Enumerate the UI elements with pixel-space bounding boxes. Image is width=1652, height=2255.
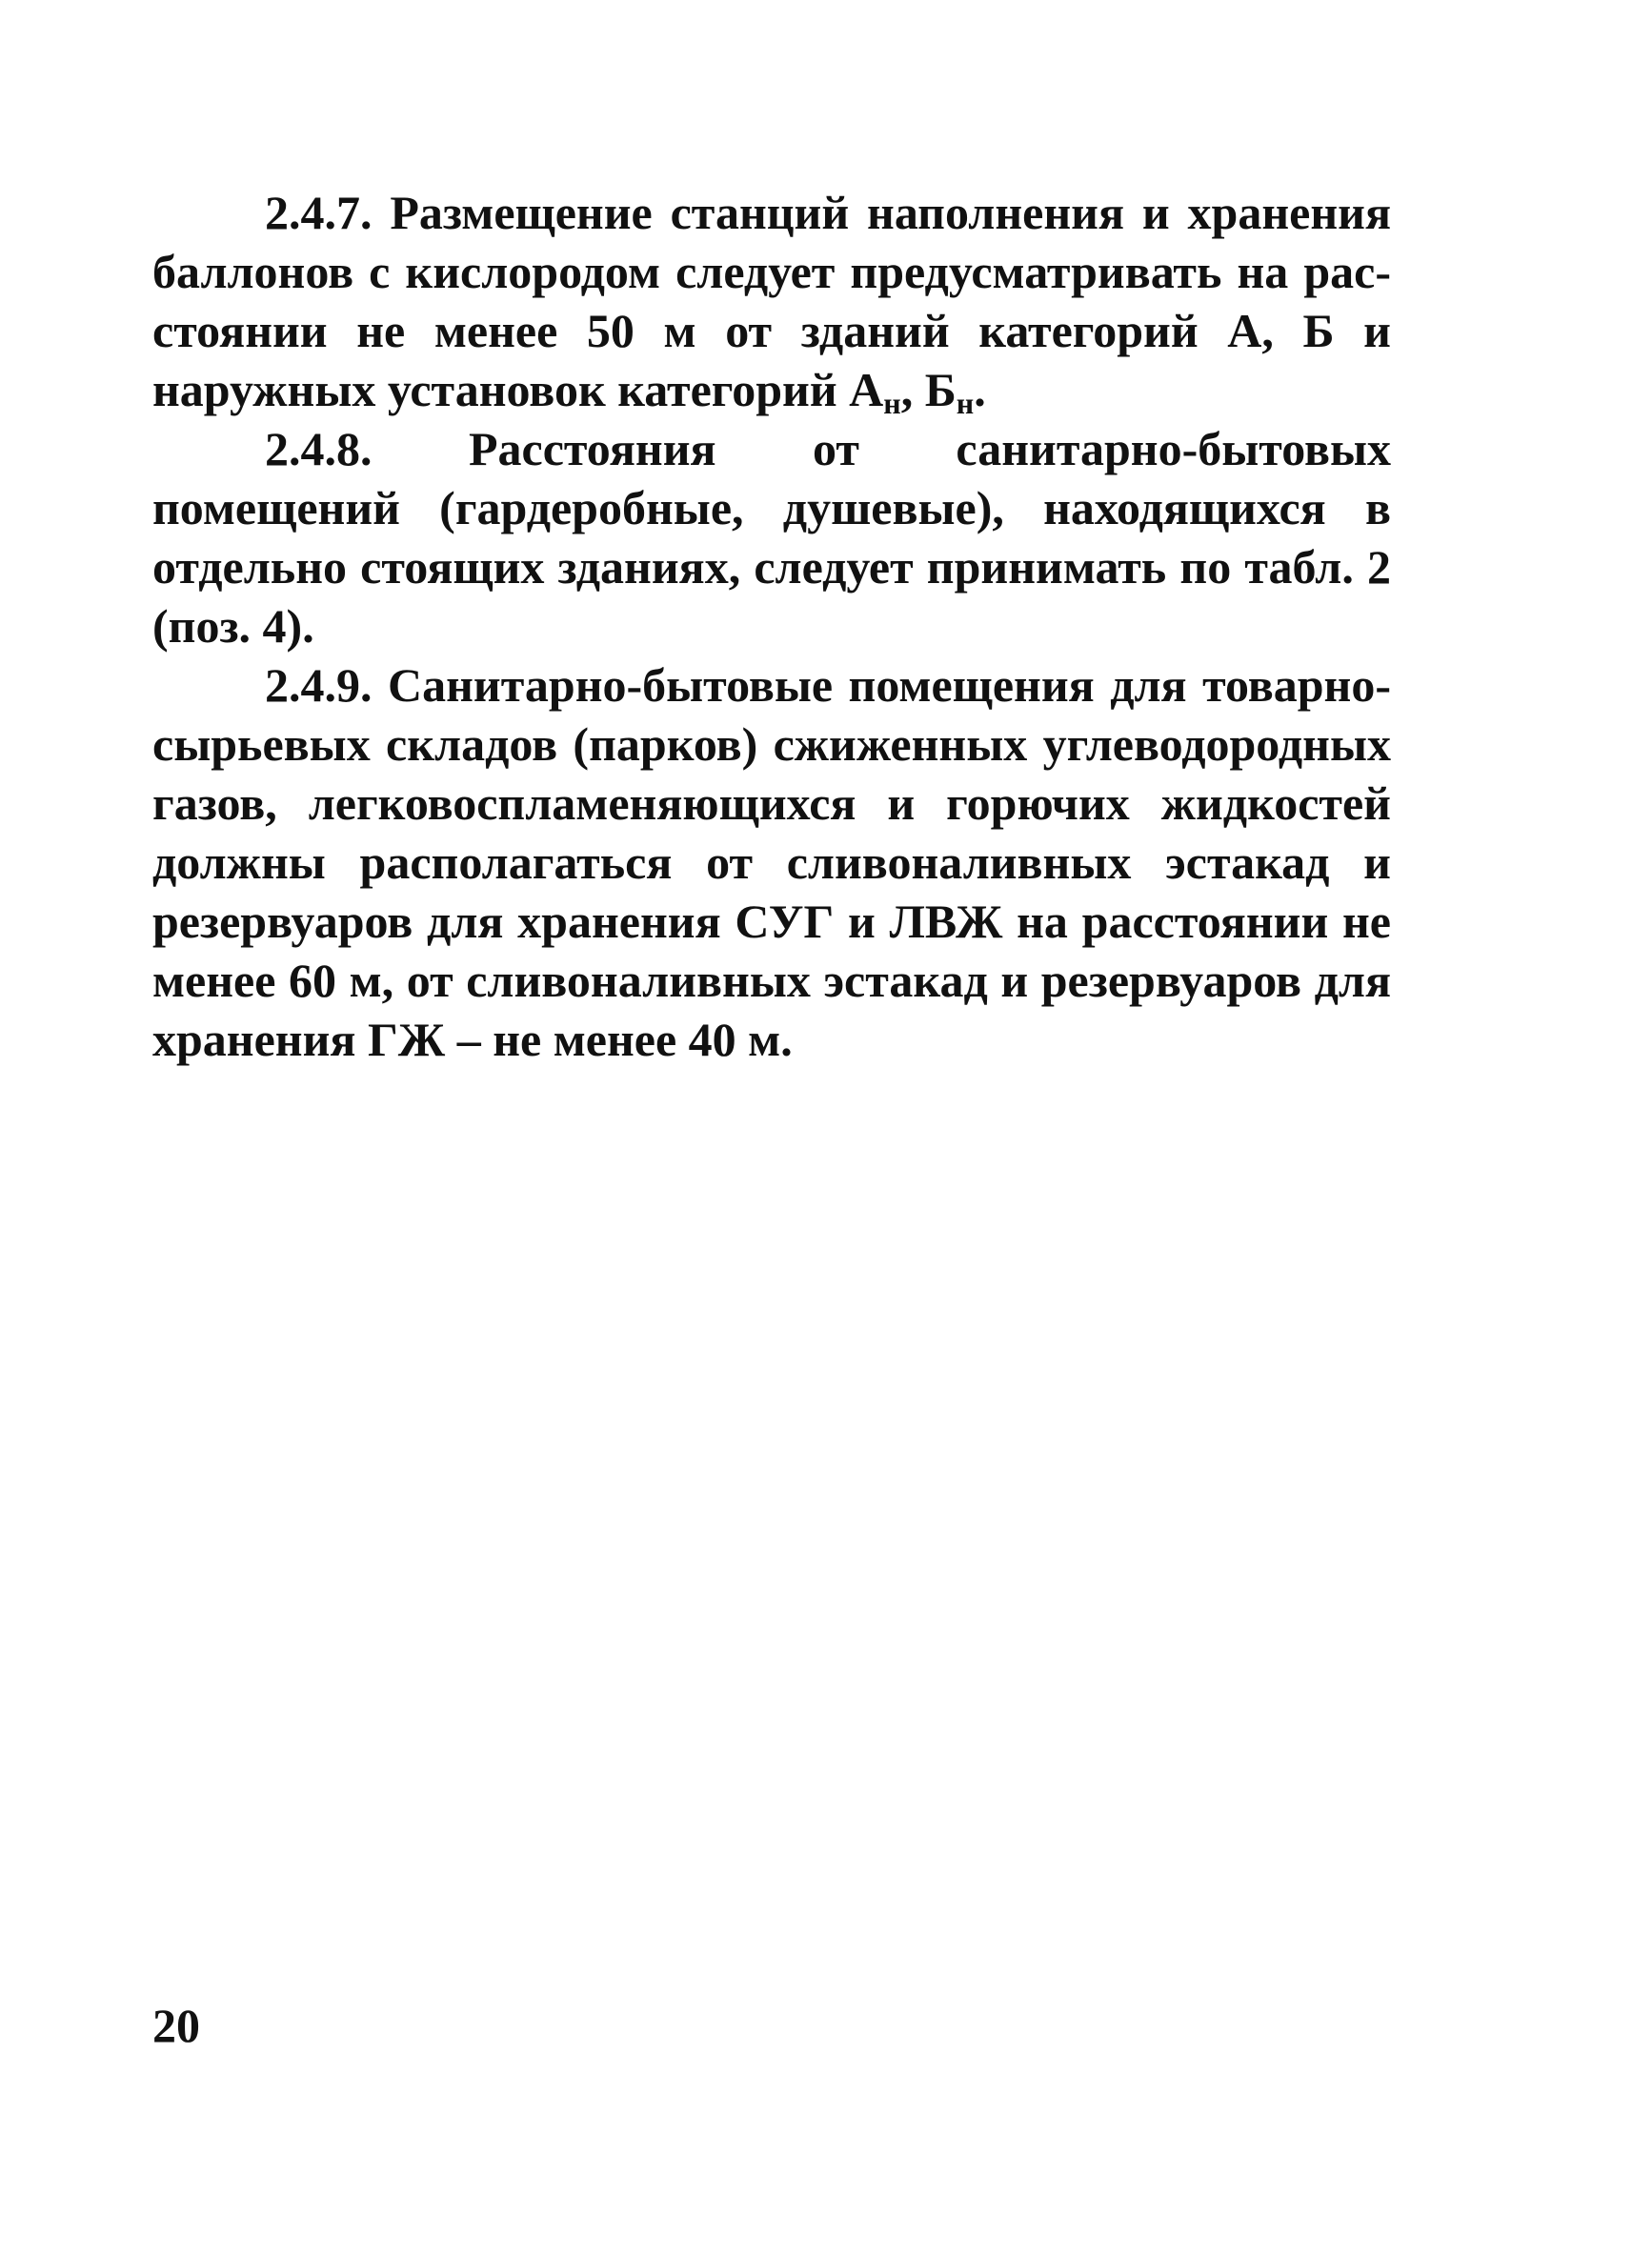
clause-text: Санитарно-бытовые помещения для товарносырьевых складов (парков) сжиженных углеводородных газов, легковоспламеняющихся и горючих жидкостей должны располагаться от сливоналивных эстакад и резервуаров для хранения СУГ и ЛВЖ на расстоянии не менее 60 м, от сливоналивных эстакад и резервуаров для хранения ГЖ – не менее 40 м. <box>152 658 1391 1066</box>
clause-text: Размещение станций наполнения и хранения баллонов с кислородом следует предусматривать на расстоянии не менее 50 м от зданий категорий А, Б и наружных установок категорий А <box>152 186 1391 416</box>
paragraph-2-4-7 <box>152 183 1391 419</box>
clause-number: 2.4.7. <box>265 186 373 239</box>
body-text <box>152 183 1391 1069</box>
clause-number: 2.4.8. <box>265 422 373 475</box>
clause-text: , Б <box>900 363 957 416</box>
subscript: н <box>883 386 901 420</box>
page-number: 20 <box>152 1999 200 2052</box>
clause-text: . <box>974 363 986 416</box>
clause-number: 2.4.9. <box>265 658 373 712</box>
clause-text: Расстояния от санитарно-бытовых помещений (гардеробные, душевые), находящихся в отдельно стоящих зданиях, следует принимать по табл. 2 (поз. 4). <box>152 422 1391 653</box>
subscript: н <box>956 386 975 420</box>
paragraph-2-4-9 <box>152 655 1391 1069</box>
paragraph-2-4-8 <box>152 419 1391 655</box>
